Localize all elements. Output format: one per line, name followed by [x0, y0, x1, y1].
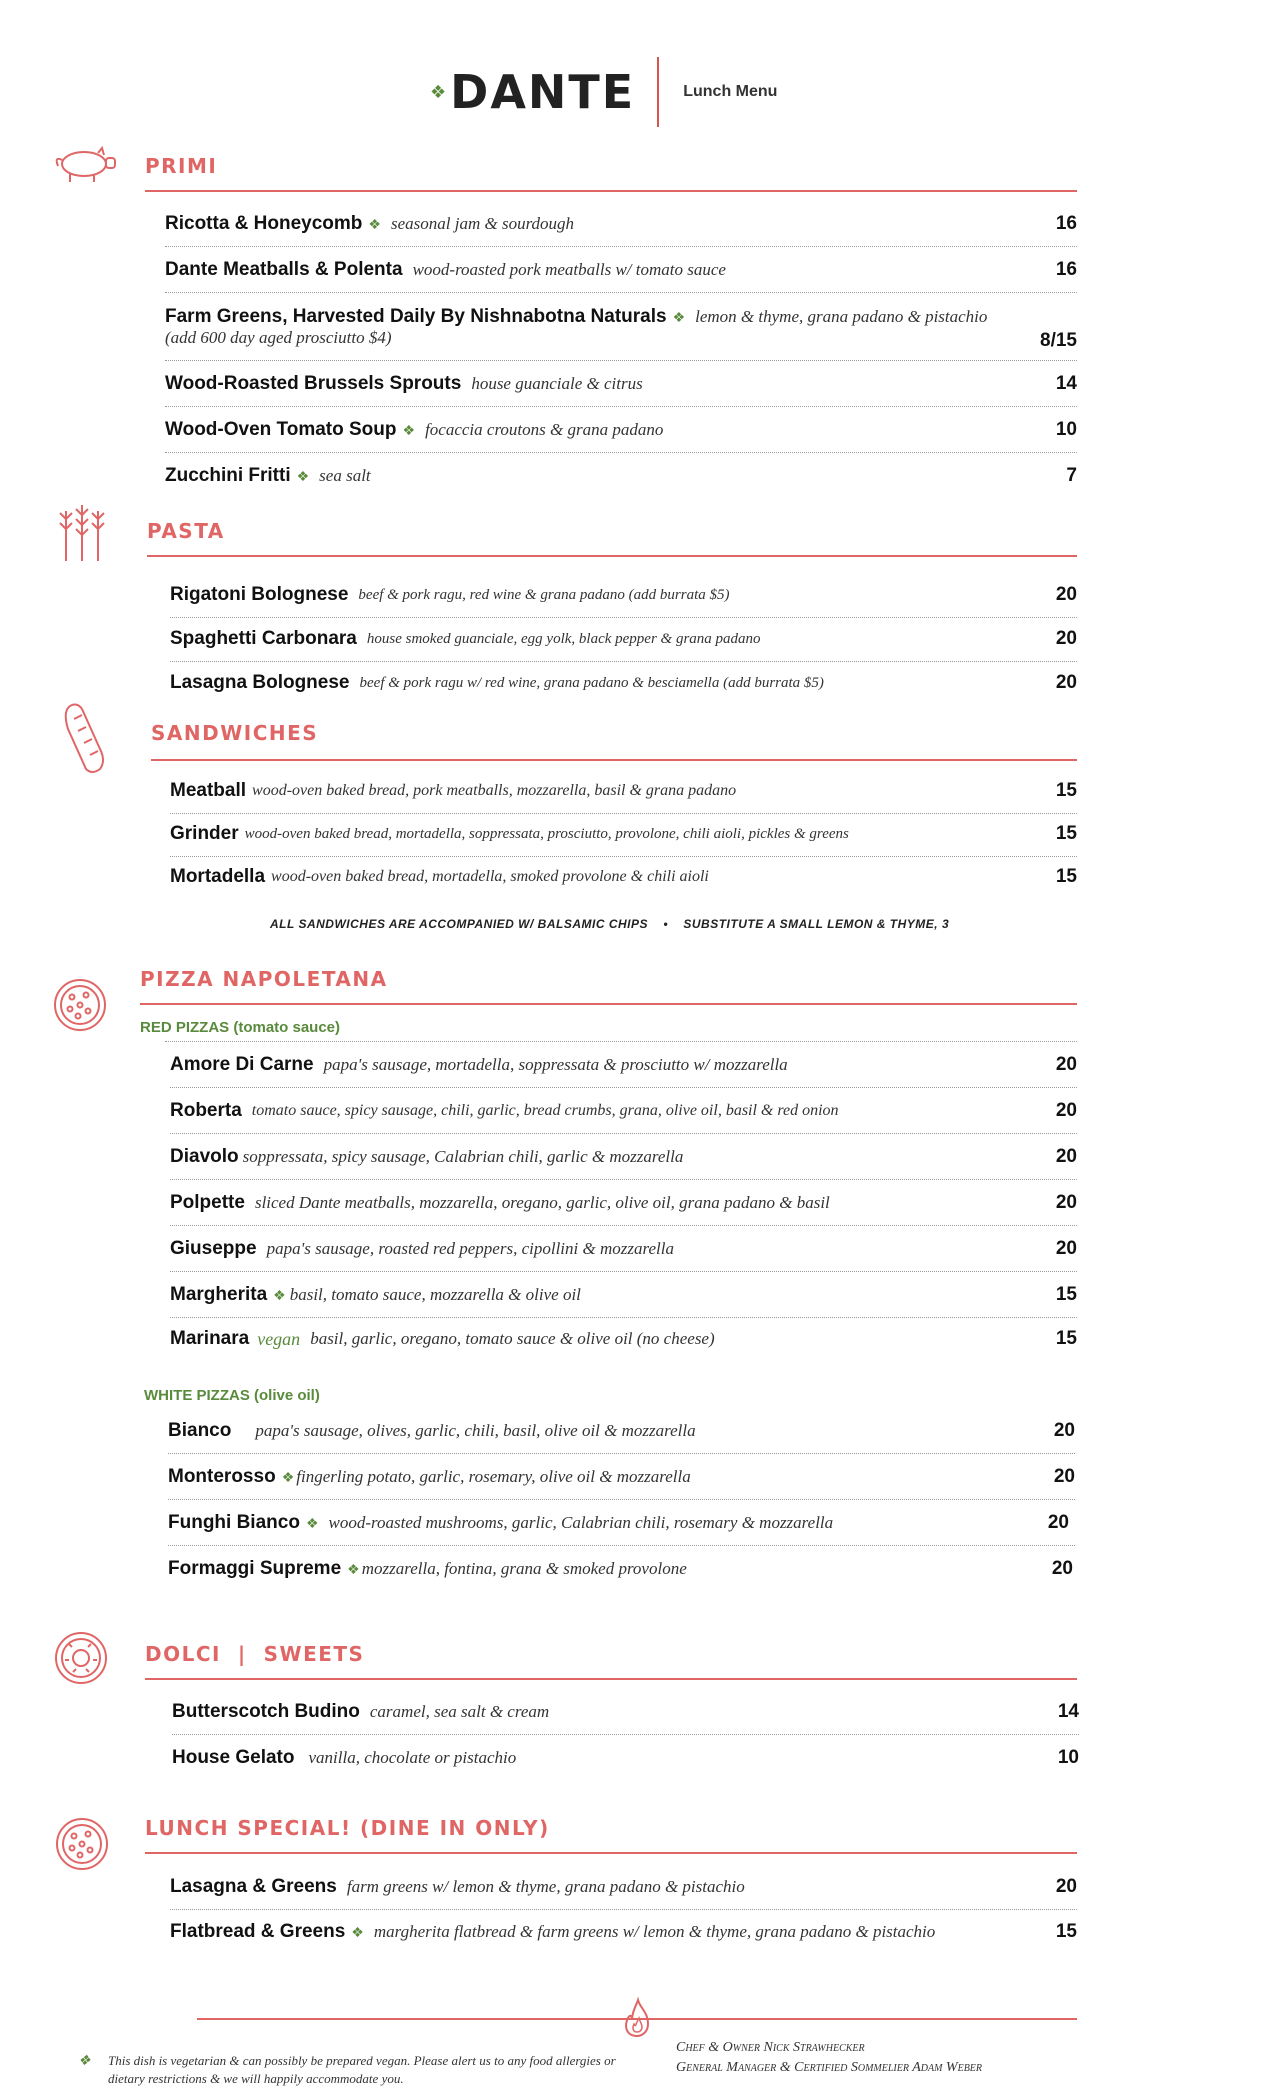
leaf-icon: ❖ — [430, 81, 449, 103]
vegetarian-icon: ❖ — [368, 215, 381, 232]
menu-item: Bianco papa's sausage, olives, garlic, chili, basil, olive oil & mozzarella 20 — [168, 1409, 1075, 1454]
vegetarian-icon: ❖ — [281, 1468, 295, 1485]
menu-item: Farm Greens, Harvested Daily By Nishnabotna Naturals ❖ lemon & thyme, grana padano & pistachio (add 600 day aged prosciutto $4) 8/15 — [165, 294, 1077, 361]
menu-item: Butterscotch Budino caramel, sea salt & cream 14 — [172, 1690, 1079, 1735]
menu-item: Rigatoni Bolognese beef & pork ragu, red wine & grana padano (add burrata $5) 20 — [170, 573, 1077, 618]
section-rule — [145, 190, 1077, 192]
menu-item: Marinara vegan basil, garlic, oregano, tomato sauce & olive oil (no cheese) 15 — [170, 1328, 1077, 1349]
vegetarian-icon: ❖ — [351, 1923, 364, 1940]
vegetarian-icon: ❖ — [296, 467, 310, 484]
white-pizzas-label: WHITE PIZZAS (olive oil) — [144, 1387, 320, 1404]
menu-item: Roberta tomato sauce, spicy sausage, chili, garlic, bread crumbs, grana, olive oil, basil & red onion 20 — [170, 1089, 1077, 1134]
menu-item: Giuseppe papa's sausage, roasted red peppers, cipollini & mozzarella 20 — [170, 1227, 1077, 1272]
menu-item: Wood-Roasted Brussels Sprouts house guanciale & citrus 14 — [165, 362, 1077, 407]
menu-item: Diavolo soppressata, spicy sausage, Calabrian chili, garlic & mozzarella 20 — [170, 1135, 1077, 1180]
vegan-tag: vegan — [257, 1328, 301, 1349]
menu-item: Mortadella wood-oven baked bread, mortadella, smoked provolone & chili aioli 15 — [170, 866, 1077, 887]
bread-icon — [58, 699, 108, 775]
red-pizzas-label: RED PIZZAS (tomato sauce) — [140, 1019, 341, 1036]
vegetarian-icon: ❖ — [305, 1514, 319, 1531]
vegetarian-icon: ❖ — [402, 421, 416, 438]
staff-credits: Chef & Owner Nick Strawhecker General Manager & Certified Sommelier Adam Weber — [676, 2040, 983, 2075]
section-title: SANDWICHES — [151, 721, 319, 745]
pizza-icon — [54, 1816, 110, 1872]
section-rule — [147, 555, 1077, 557]
menu-item: Wood-Oven Tomato Soup ❖ focaccia croutons & grana padano 10 — [165, 408, 1077, 453]
footer-rule — [197, 2018, 1077, 2020]
vegetarian-icon: ❖ — [273, 1286, 286, 1303]
header — [430, 62, 777, 122]
section-title: LUNCH SPECIAL! (DINE IN ONLY) — [145, 1816, 550, 1840]
menu-item: Monterosso ❖ fingerling potato, garlic, rosemary, olive oil & mozzarella 20 — [168, 1455, 1075, 1500]
donut-icon — [53, 1630, 109, 1686]
section-rule — [151, 759, 1077, 761]
menu-item: Lasagna Bolognese beef & pork ragu w/ red wine, grana padano & besciamella (add burrata $5) 20 — [170, 672, 1077, 693]
menu-item: Dante Meatballs & Polenta wood-roasted pork meatballs w/ tomato sauce 16 — [165, 248, 1077, 293]
footer-note: ❖ This dish is vegetarian & can possibly be prepared vegan. Please alert us to any food allergies or dietary restrictions & we will happily accommodate you. — [78, 2053, 616, 2086]
menu-item: Funghi Bianco ❖ wood-roasted mushrooms, garlic, Calabrian chili, rosemary & mozzarella 20 — [168, 1501, 1075, 1546]
section-title: PASTA — [147, 519, 225, 543]
menu-item: Lasagna & Greens farm greens w/ lemon & thyme, grana padano & pistachio 20 — [170, 1865, 1077, 1910]
header-divider — [657, 57, 659, 127]
menu-item: Ricotta & Honeycomb ❖ seasonal jam & sourdough 16 — [165, 202, 1077, 247]
vegetarian-icon: ❖ — [78, 2054, 91, 2069]
menu-item: Spaghetti Carbonara house smoked guanciale, egg yolk, black pepper & grana padano 20 — [170, 617, 1077, 662]
section-title: PIZZA NAPOLETANA — [140, 967, 388, 991]
menu-item: Meatball wood-oven baked bread, pork meatballs, mozzarella, basil & grana padano 15 — [170, 769, 1077, 814]
menu-item: Flatbread & Greens ❖ margherita flatbread & farm greens w/ lemon & thyme, grana padano & pistachio 15 — [170, 1921, 1077, 1942]
vegetarian-icon: ❖ — [347, 1560, 360, 1577]
section-rule — [145, 1852, 1077, 1854]
menu-item: House Gelato vanilla, chocolate or pistachio 10 — [172, 1747, 1079, 1768]
menu-item: Grinder wood-oven baked bread, mortadella, soppressata, prosciutto, provolone, chili aioli, pickles & greens 15 — [170, 812, 1077, 857]
menu-item: Margherita ❖ basil, tomato sauce, mozzarella & olive oil 15 — [170, 1273, 1077, 1318]
section-rule — [140, 1003, 1077, 1005]
menu-item: Zucchini Fritti ❖ sea salt 7 — [165, 465, 1077, 486]
menu-item: Amore Di Carne papa's sausage, mortadella, soppressata & prosciutto w/ mozzarella 20 — [170, 1043, 1077, 1088]
flame-icon — [620, 1996, 654, 2038]
divider — [165, 1041, 1077, 1042]
menu-item: Polpette sliced Dante meatballs, mozzarella, oregano, garlic, olive oil, grana padano & basil 20 — [170, 1181, 1077, 1226]
menu-label: Lunch Menu — [683, 83, 778, 100]
menu-item: Formaggi Supreme ❖ mozzarella, fontina, grana & smoked provolone 20 — [168, 1558, 1073, 1579]
wheat-icon — [54, 501, 110, 565]
vegetarian-icon: ❖ — [672, 308, 686, 325]
pizza-icon — [52, 977, 108, 1033]
section-title: PRIMI — [145, 154, 218, 178]
section-rule — [145, 1678, 1077, 1680]
section-title: DOLCI | SWEETS — [145, 1642, 365, 1666]
pig-icon — [52, 146, 122, 186]
dante-logo: ❖ DANTE — [430, 65, 636, 119]
sandwich-note: ALL SANDWICHES ARE ACCOMPANIED W/ BALSAMIC CHIPS • SUBSTITUTE A SMALL LEMON & THYME, 3 — [270, 917, 950, 931]
